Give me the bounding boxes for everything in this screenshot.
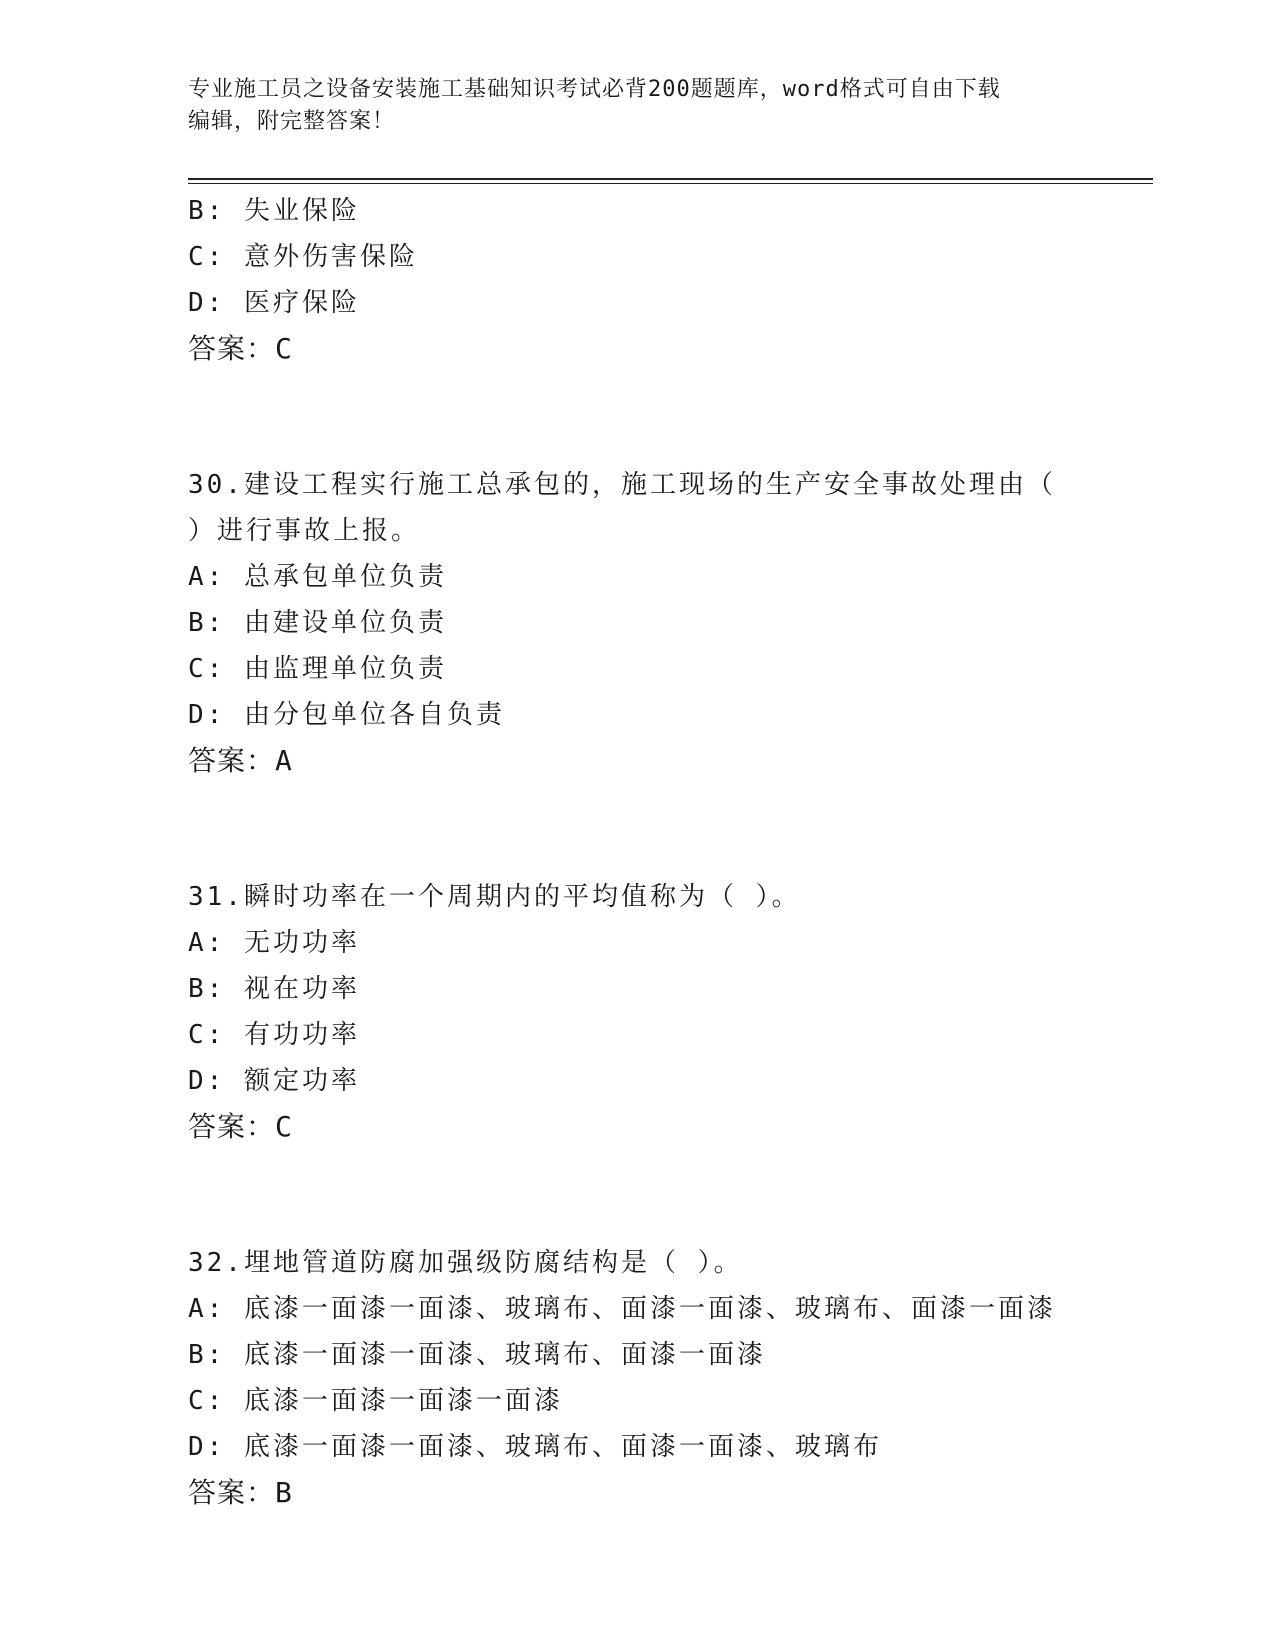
option-a: A: 无功功率: [188, 928, 360, 958]
option-d: D: 额定功率: [188, 1066, 360, 1096]
block-spacer: [188, 1150, 1088, 1240]
option-c: C: 由监理单位负责: [188, 654, 447, 684]
question-list: [188, 188, 1088, 1516]
answer-line: 答案：A: [188, 744, 293, 777]
option-b: B: 视在功率: [188, 974, 360, 1004]
option-b: B: 底漆一面漆一面漆、玻璃布、面漆一面漆: [188, 1340, 766, 1370]
question-text: 30.建设工程实行施工总承包的，施工现场的生产安全事故处理由（: [188, 470, 1056, 500]
option-b: B: 失业保险: [188, 196, 360, 226]
block-spacer: [188, 784, 1088, 874]
option-a: A: 底漆一面漆一面漆、玻璃布、面漆一面漆、玻璃布、面漆一面漆: [188, 1294, 1056, 1324]
option-d: D: 由分包单位各自负责: [188, 700, 505, 730]
question-text: 31.瞬时功率在一个周期内的平均值称为（ ）。: [188, 882, 801, 912]
header-title-line-1: 专业施工员之设备安装施工基础知识考试必背200题题库，word格式可自由下载: [188, 77, 1001, 102]
answer-line: 答案：B: [188, 1476, 293, 1509]
question-block-32: [188, 1240, 1088, 1516]
question-text: ）进行事故上报。: [188, 516, 421, 546]
answer-line: 答案：C: [188, 332, 293, 365]
option-c: C: 有功功率: [188, 1020, 360, 1050]
option-d: D: 医疗保险: [188, 288, 360, 318]
question-block-continuation: [188, 188, 1088, 372]
question-block-31: [188, 874, 1088, 1150]
block-spacer: [188, 372, 1088, 462]
option-a: A: 总承包单位负责: [188, 562, 447, 592]
header-title-line-2: 编辑，附完整答案！: [188, 109, 396, 134]
option-c: C: 意外伤害保险: [188, 242, 418, 272]
document-header: [188, 74, 1068, 138]
question-text: 32.埋地管道防腐加强级防腐结构是（ ）。: [188, 1248, 743, 1278]
header-divider-thick: [188, 178, 1153, 180]
option-d: D: 底漆一面漆一面漆、玻璃布、面漆一面漆、玻璃布: [188, 1432, 882, 1462]
option-c: C: 底漆一面漆一面漆一面漆: [188, 1386, 563, 1416]
answer-line: 答案：C: [188, 1110, 293, 1143]
question-block-30: [188, 462, 1088, 784]
option-b: B: 由建设单位负责: [188, 608, 447, 638]
header-divider-thin: [188, 183, 1153, 184]
